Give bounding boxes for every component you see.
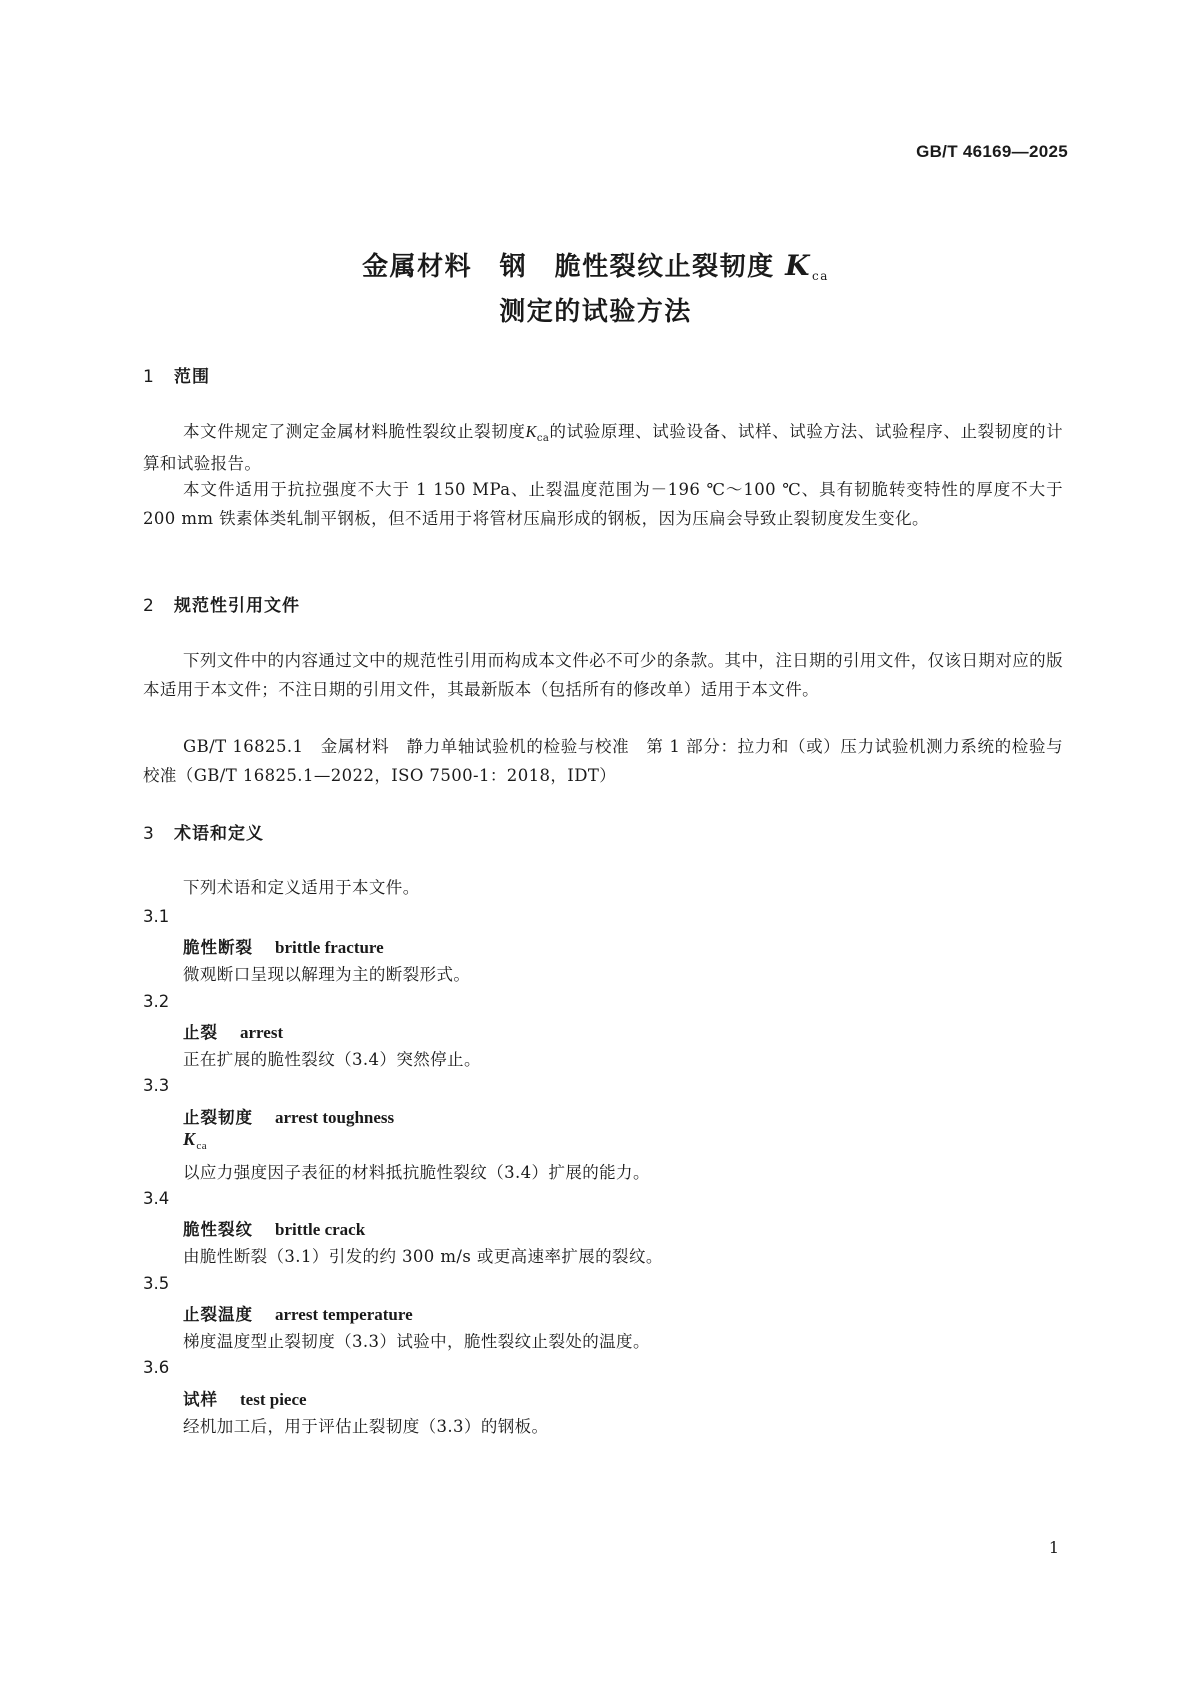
term-en: arrest toughness	[275, 1108, 395, 1127]
title-prefix: 金属材料 钢 脆性裂纹止裂韧度	[362, 252, 775, 282]
title-symbol: K	[785, 249, 812, 282]
document-title-line2: 测定的试验方法	[499, 297, 692, 327]
term-definition: 正在扩展的脆性裂纹（3.4）突然停止。	[183, 1050, 481, 1069]
document-title-line1	[0, 246, 1191, 283]
section-title: 术语和定义	[174, 824, 264, 844]
term-number: 3.4	[143, 1189, 170, 1208]
term-symbol	[183, 1129, 207, 1150]
term-definition: 以应力强度因子表征的材料抵抗脆性裂纹（3.4）扩展的能力。	[183, 1163, 650, 1182]
section-1-paragraph-2: 本文件适用于抗拉强度不大于 1 150 MPa、止裂温度范围为－196 ℃～100 ℃、具有韧脆转变特性的厚度不大于 200 mm 铁素体类轧制平钢板，但不适用于将管材压扁形成的钢板，因为压扁会导致止裂韧度发生变化。	[143, 480, 1063, 528]
term-number: 3.2	[143, 992, 170, 1011]
term-number: 3.6	[143, 1358, 170, 1377]
term-zh: 止裂	[183, 1023, 218, 1042]
symbol-k: K	[525, 422, 537, 441]
term-number: 3.5	[143, 1274, 170, 1293]
term-zh: 止裂韧度	[183, 1108, 253, 1127]
section-title: 范围	[174, 367, 210, 387]
term-name	[183, 1104, 394, 1128]
term-name	[183, 1216, 365, 1240]
term-en: arrest temperature	[275, 1305, 413, 1324]
section-2-paragraph-1: 下列文件中的内容通过文中的规范性引用而构成本文件必不可少的条款。其中，注日期的引用文件，仅该日期对应的版本适用于本文件；不注日期的引用文件，其最新版本（包括所有的修改单）适用于本文件。	[143, 651, 1063, 699]
term-en: test piece	[240, 1390, 307, 1409]
term-number: 3.1	[143, 907, 170, 926]
section-2-reference: GB/T 16825.1 金属材料 静力单轴试验机的检验与校准 第 1 部分：拉力和（或）压力试验机测力系统的检验与校准（GB/T 16825.1—2022，ISO 7500-1：2018，IDT）	[143, 737, 1063, 785]
term-zh: 试样	[183, 1390, 218, 1409]
symbol-subscript: ca	[196, 1140, 207, 1152]
title-symbol-subscript: ca	[812, 269, 829, 283]
paragraph-text: 本文件规定了测定金属材料脆性裂纹止裂韧度	[183, 422, 526, 441]
term-definition: 梯度温度型止裂韧度（3.3）试验中，脆性裂纹止裂处的温度。	[183, 1332, 650, 1351]
section-3-intro: 下列术语和定义适用于本文件。	[183, 878, 420, 897]
section-1-paragraph-1	[143, 417, 1063, 478]
term-name	[183, 1301, 413, 1325]
section-title: 规范性引用文件	[174, 596, 300, 616]
term-en: brittle crack	[275, 1220, 366, 1239]
term-zh: 脆性断裂	[183, 938, 253, 957]
symbol-k: K	[183, 1129, 196, 1149]
term-name	[183, 934, 384, 958]
term-zh: 止裂温度	[183, 1305, 253, 1324]
section-1-heading	[143, 362, 210, 387]
term-name	[183, 1019, 283, 1043]
section-2-heading	[143, 591, 300, 616]
symbol-subscript: ca	[536, 433, 550, 444]
section-number: 2	[143, 596, 155, 616]
term-definition: 经机加工后，用于评估止裂韧度（3.3）的钢板。	[183, 1417, 549, 1436]
standard-number: GB/T 46169—2025	[916, 142, 1068, 161]
section-3-heading	[143, 819, 264, 844]
section-number: 1	[143, 367, 155, 387]
paragraph-text: 的试验原理、试验设备、试样、试验方法、试验程序、止裂韧度的计算和试验报告。	[143, 422, 1064, 473]
term-definition: 微观断口呈现以解理为主的断裂形式。	[183, 965, 471, 984]
term-name	[183, 1386, 307, 1410]
term-en: arrest	[240, 1023, 284, 1042]
term-number: 3.3	[143, 1076, 170, 1095]
section-number: 3	[143, 824, 155, 844]
page-number: 1	[1048, 1538, 1059, 1557]
term-definition: 由脆性断裂（3.1）引发的约 300 m/s 或更高速率扩展的裂纹。	[183, 1247, 663, 1266]
term-en: brittle fracture	[275, 938, 384, 957]
term-zh: 脆性裂纹	[183, 1220, 253, 1239]
